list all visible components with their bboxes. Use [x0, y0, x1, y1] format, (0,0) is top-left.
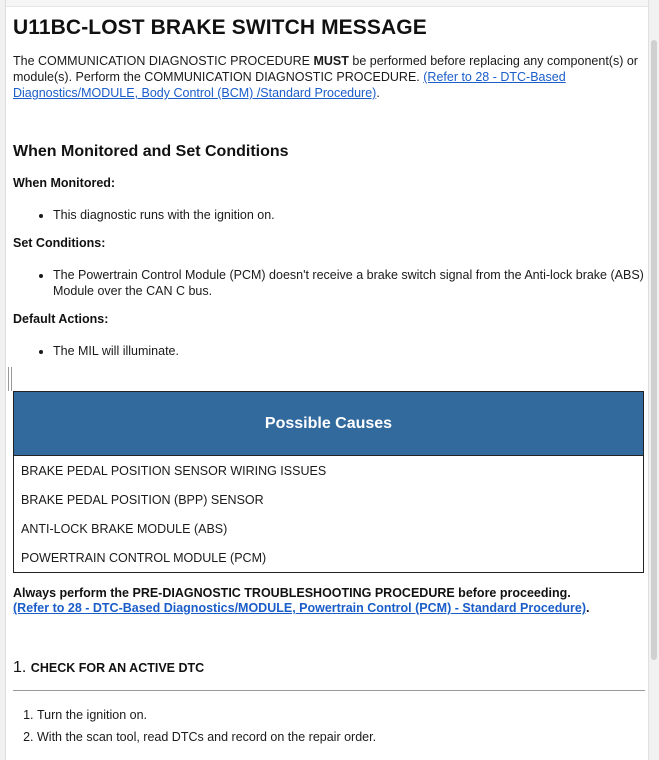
default-actions-list [13, 343, 645, 359]
cause-cell: BRAKE PEDAL POSITION SENSOR WIRING ISSUES [21, 463, 327, 478]
cause-cell: ANTI-LOCK BRAKE MODULE (ABS) [21, 521, 228, 536]
pre-diagnostic-note [13, 586, 645, 616]
top-border [0, 0, 659, 7]
cause-cell: BRAKE PEDAL POSITION (BPP) SENSOR [21, 492, 264, 507]
table-row [14, 456, 644, 486]
intro-text-b: be performed before replacing any component(s) or module(s). Perform the COMMUNICATION DIAGNOSTIC PROCEDURE. [13, 54, 638, 84]
section-heading: When Monitored and Set Conditions [13, 143, 289, 160]
list-item: • The Powertrain Control Module (PCM) doesn't receive a brake switch signal from the Anti-lock brake (ABS) Module over the CAN C bus. [53, 267, 645, 299]
left-panel-edge [0, 0, 6, 760]
page-title: U11BC-LOST BRAKE SWITCH MESSAGE [13, 16, 427, 39]
cause-cell: POWERTRAIN CONTROL MODULE (PCM) [21, 550, 267, 565]
pcm-procedure-link[interactable]: (Refer to 28 - DTC-Based Diagnostics/MODULE, Powertrain Control (PCM) - Standard Procedure) [13, 601, 586, 615]
when-monitored-list [13, 207, 645, 223]
intro-paragraph [13, 53, 645, 101]
resize-grip[interactable] [8, 367, 12, 391]
step-instructions [13, 704, 376, 748]
when-monitored-label: When Monitored: [13, 176, 116, 190]
pre-diagnostic-text: Always perform the PRE-DIAGNOSTIC TROUBLESHOOTING PROCEDURE before proceeding. [13, 586, 571, 600]
table-row [14, 485, 644, 514]
step-number: 1. [13, 659, 27, 676]
step-title: CHECK FOR AN ACTIVE DTC [30, 661, 205, 675]
document-content [13, 8, 645, 744]
set-conditions-label: Set Conditions: [13, 236, 106, 250]
possible-causes-header: Possible Causes [14, 392, 644, 456]
vertical-scrollbar[interactable] [648, 0, 659, 760]
intro-text-a: The COMMUNICATION DIAGNOSTIC PROCEDURE [13, 54, 314, 68]
default-actions-label: Default Actions: [13, 312, 109, 326]
scrollbar-thumb[interactable] [651, 40, 657, 660]
bcm-procedure-link[interactable]: (Refer to 28 - DTC-Based Diagnostics/MODULE, Body Control (BCM) /Standard Procedure) [13, 70, 566, 100]
pre-diagnostic-after: . [585, 601, 590, 615]
list-item: 2. With the scan tool, read DTCs and record on the repair order. [37, 726, 376, 748]
list-item: 1. Turn the ignition on. [37, 704, 376, 726]
table-row [14, 514, 644, 543]
table-row [14, 543, 644, 573]
list-item: • The MIL will illuminate. [53, 343, 645, 359]
possible-causes-table [13, 391, 644, 573]
step-divider [13, 690, 645, 691]
set-conditions-list [13, 267, 645, 299]
intro-must: MUST [313, 54, 349, 68]
intro-text-c: . [376, 86, 380, 100]
list-item: • This diagnostic runs with the ignition on. [53, 207, 645, 223]
step-heading [13, 659, 204, 677]
